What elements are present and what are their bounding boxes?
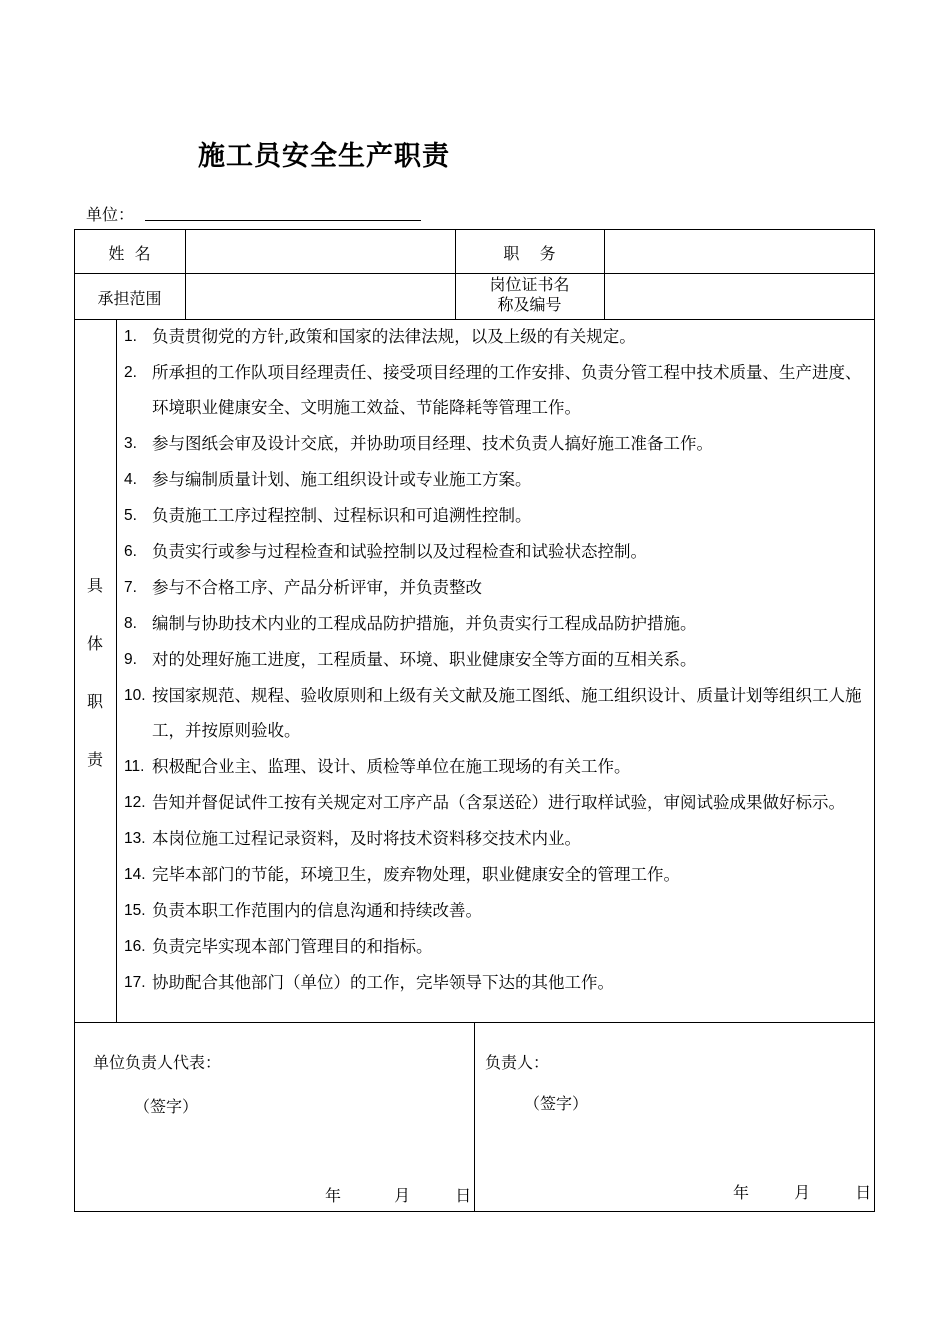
- duty-number: 10.: [124, 687, 146, 704]
- cert-label: [455, 275, 604, 315]
- duty-text: 完毕本部门的节能，环境卫生，废弃物处理，职业健康安全的管理工作。: [152, 865, 680, 884]
- duty-number: 12.: [124, 794, 146, 811]
- cert-field[interactable]: [605, 274, 873, 319]
- name-field[interactable]: [186, 230, 454, 273]
- duty-label-char: 责: [86, 750, 103, 769]
- duty-item: [120, 319, 872, 354]
- duty-item: [120, 534, 872, 569]
- duty-text: 负责本职工作范围内的信息沟通和持续改善。: [152, 901, 482, 920]
- duty-item: [120, 821, 872, 856]
- duty-list: [120, 319, 872, 1001]
- signature-area-right[interactable]: [476, 1024, 872, 1164]
- duty-item: [120, 749, 872, 784]
- date-left: [325, 1183, 471, 1206]
- duty-number: 14.: [124, 866, 146, 883]
- duty-text: 负责施工工序过程控制、过程标识和可追溯性控制。: [152, 506, 532, 525]
- duty-text: 积极配合业主、监理、设计、质检等单位在施工现场的有关工作。: [152, 757, 631, 776]
- year-label: 年: [325, 1186, 342, 1205]
- duty-text: 负责完毕实现本部门管理目的和指标。: [152, 937, 433, 956]
- responsible-label: 负责人：: [485, 1053, 550, 1072]
- duty-text: 参与编制质量计划、施工组织设计或专业施工方案。: [152, 470, 532, 489]
- duty-item: [120, 642, 872, 677]
- duty-item: [120, 355, 872, 425]
- duty-item: [120, 606, 872, 641]
- duty-number: 7.: [124, 579, 137, 596]
- duty-item: [120, 857, 872, 892]
- duty-item: [120, 570, 872, 605]
- scope-field[interactable]: [186, 274, 454, 319]
- duty-item: [120, 785, 872, 820]
- column-divider: [474, 1022, 475, 1212]
- signature-area-left[interactable]: [76, 1024, 472, 1164]
- sign-hint-right: （签字）: [524, 1094, 589, 1113]
- duty-number: 17.: [124, 974, 146, 991]
- duty-text: 本岗位施工过程记录资料，及时将技术资料移交技术内业。: [152, 829, 581, 848]
- date-right: [733, 1180, 871, 1203]
- duty-text: 告知并督促试件工按有关规定对工序产品（含泵送砼）进行取样试验，审阅试验成果做好标示。: [152, 793, 845, 812]
- unit-label: 单位：: [86, 205, 135, 224]
- duty-text: 负责实行或参与过程检查和试验控制以及过程检查和试验状态控制。: [152, 542, 647, 561]
- duty-label-char: 具: [86, 576, 103, 595]
- duty-item: [120, 678, 872, 748]
- sign-hint-left: （签字）: [134, 1097, 199, 1116]
- duty-number: 8.: [124, 615, 137, 632]
- position-field[interactable]: [605, 230, 873, 273]
- duty-text: 参与图纸会审及设计交底，并协助项目经理、技术负责人搞好施工准备工作。: [152, 434, 713, 453]
- duty-item: [120, 929, 872, 964]
- month-label: 月: [794, 1183, 811, 1202]
- duty-text: 负责贯彻党的方针,政策和国家的法律法规，以及上级的有关规定。: [152, 327, 636, 346]
- duty-label-char: 职: [86, 692, 103, 711]
- duty-number: 4.: [124, 471, 137, 488]
- duty-label-char: 体: [86, 634, 103, 653]
- duty-number: 3.: [124, 435, 137, 452]
- day-label: 日: [855, 1183, 872, 1202]
- duty-number: 16.: [124, 938, 146, 955]
- duty-text: 编制与协助技术内业的工程成品防护措施，并负责实行工程成品防护措施。: [152, 614, 697, 633]
- month-label: 月: [394, 1186, 411, 1205]
- page-title: 施工员安全生产职责: [198, 141, 450, 172]
- cert-label-line2: 称及编号: [497, 295, 562, 314]
- duty-item: [120, 893, 872, 928]
- duty-item: [120, 965, 872, 1000]
- scope-label: 承担范围: [97, 289, 162, 308]
- duty-label: [74, 320, 116, 1022]
- duty-text: 按国家规范、规程、验收原则和上级有关文献及施工图纸、施工组织设计、质量计划等组织工人施工，并按原则验收。: [152, 686, 862, 740]
- unit-rep-label: 单位负责人代表：: [93, 1053, 222, 1072]
- duty-number: 15.: [124, 902, 146, 919]
- duty-number: 1.: [124, 328, 137, 345]
- duty-text: 参与不合格工序、产品分析评审，并负责整改: [152, 578, 482, 597]
- year-label: 年: [733, 1183, 750, 1202]
- duty-number: 6.: [124, 543, 137, 560]
- duty-text: 协助配合其他部门（单位）的工作，完毕领导下达的其他工作。: [152, 973, 614, 992]
- duty-text: 所承担的工作队项目经理责任、接受项目经理的工作安排、负责分管工程中技术质量、生产进度、环境职业健康安全、文明施工效益、节能降耗等管理工作。: [152, 363, 862, 417]
- position-label: 职 务: [503, 244, 556, 263]
- duty-number: 5.: [124, 507, 137, 524]
- duty-text: 对的处理好施工进度，工程质量、环境、职业健康安全等方面的互相关系。: [152, 650, 697, 669]
- duty-number: 13.: [124, 830, 146, 847]
- day-label: 日: [455, 1186, 472, 1205]
- duty-item: [120, 498, 872, 533]
- name-label: 姓 名: [108, 244, 151, 263]
- duty-number: 11.: [124, 758, 145, 775]
- cert-label-line1: 岗位证书名: [489, 275, 570, 294]
- unit-input-line[interactable]: [145, 220, 421, 221]
- duty-number: 9.: [124, 651, 137, 668]
- duty-item: [120, 426, 872, 461]
- duty-item: [120, 462, 872, 497]
- column-divider: [116, 319, 117, 1022]
- duty-number: 2.: [124, 364, 137, 381]
